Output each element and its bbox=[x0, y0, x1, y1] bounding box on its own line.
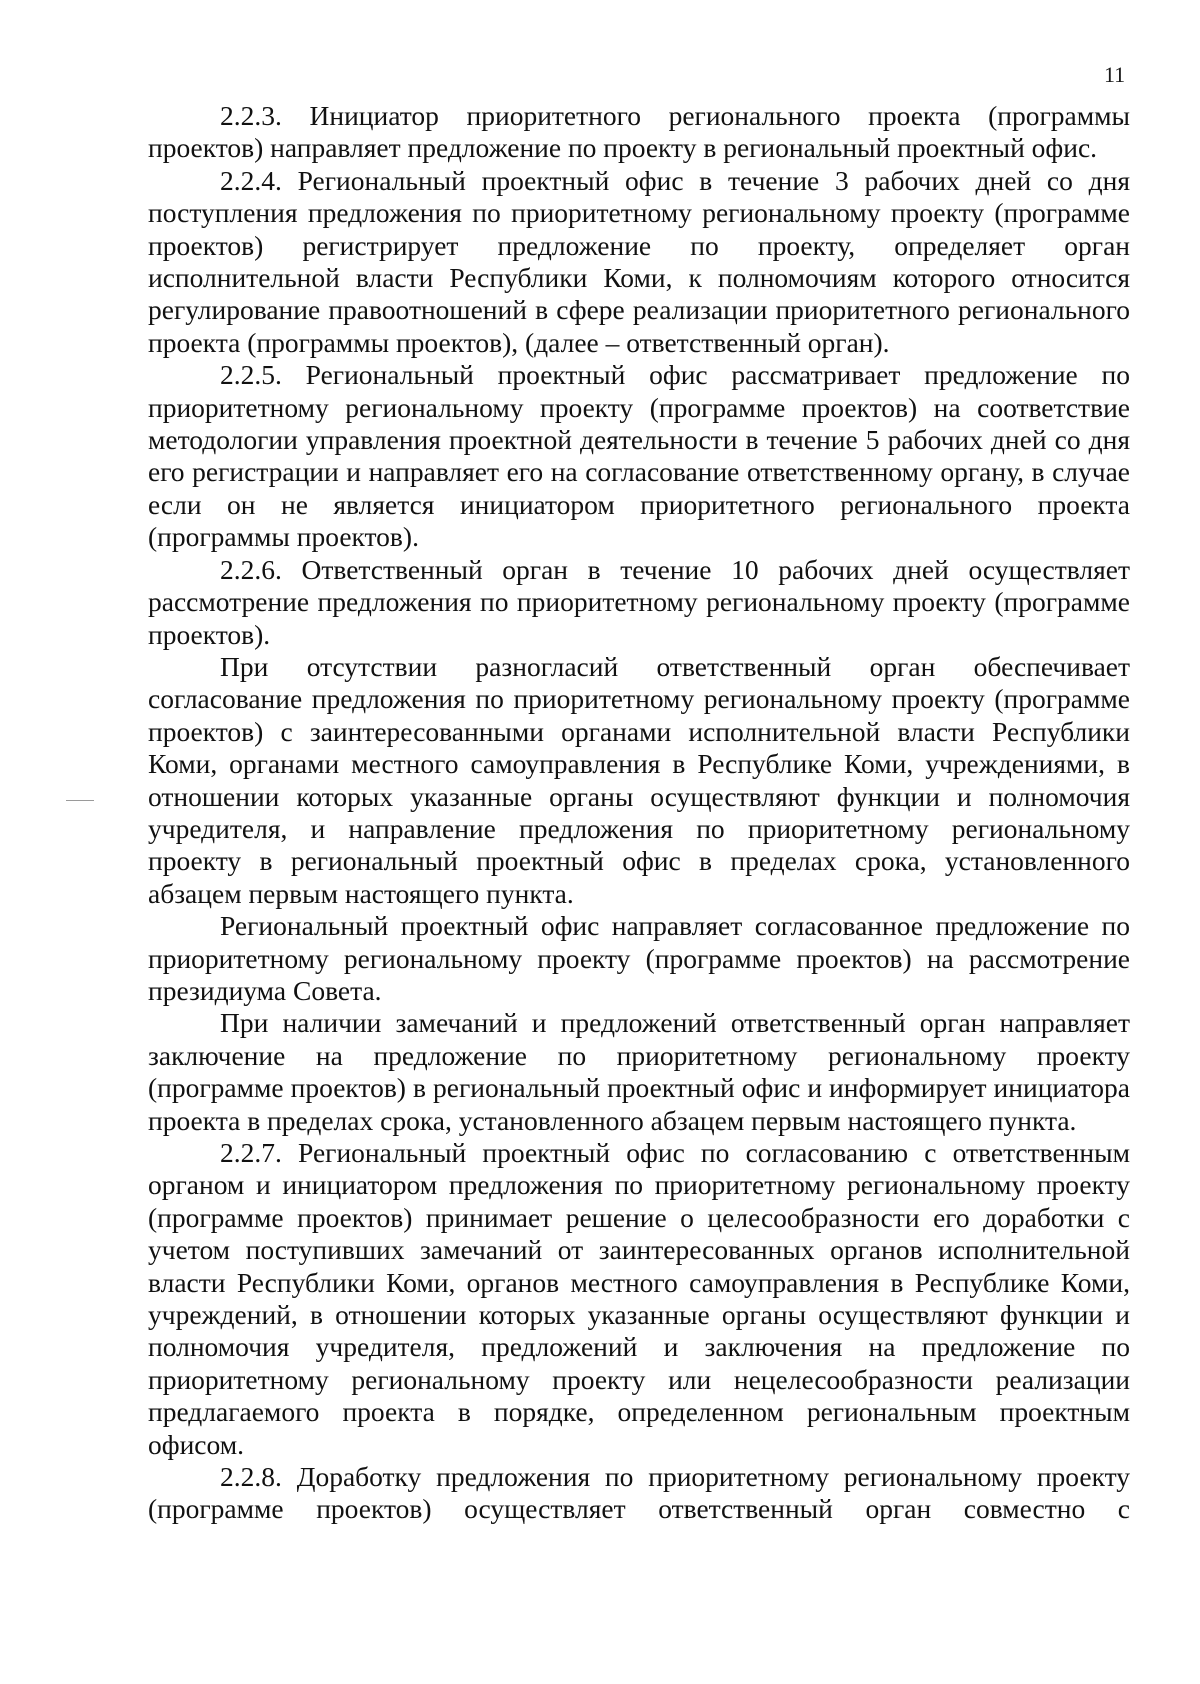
paragraph-2-2-3: 2.2.3. Инициатор приоритетного регионального проекта (программы проектов) направляет предложение по проекту в региональный проектный офис. bbox=[148, 100, 1130, 164]
paragraph-2-2-8: 2.2.8. Доработку предложения по приоритетному региональному проекту (программе проектов) осуществляет ответственный орган совместно с bbox=[148, 1461, 1130, 1525]
paragraph-no-disagreements: При отсутствии разногласий ответственный орган обеспечивает согласование предложения по приоритетному региональному проекту (программе проектов) с заинтересованными органами исполнительной власти Республики Коми, органами местного самоуправления в Республике Коми, учреждениями, в отношении которых указанные органы осуществляют функции и полномочия учредителя, и направление предложения по приоритетному региональному проекту в региональный проектный офис в пределах срока, установленного абзацем первым настоящего пункта. bbox=[148, 650, 1130, 909]
paragraph-2-2-5: 2.2.5. Региональный проектный офис рассматривает предложение по приоритетному региональному проекту (программе проектов) на соответствие методологии управления проектной деятельности в течение 5 рабочих дней со дня его регистрации и направляет его на согласование ответственному органу, в случае если он не является инициатором приоритетного регионального проекта (программы проектов). bbox=[148, 359, 1130, 553]
paragraph-2-2-6: 2.2.6. Ответственный орган в течение 10 рабочих дней осуществляет рассмотрение предложения по приоритетному региональному проекту (программе проектов). bbox=[148, 553, 1130, 650]
page-number: 11 bbox=[1104, 62, 1126, 87]
paragraph-remarks: При наличии замечаний и предложений ответственный орган направляет заключение на предложение по приоритетному региональному проекту (программе проектов) в региональный проектный офис и информирует инициатора проекта в пределах срока, установленного абзацем первым настоящего пункта. bbox=[148, 1007, 1130, 1136]
document-body bbox=[148, 100, 1130, 1526]
paragraph-2-2-7: 2.2.7. Региональный проектный офис по согласованию с ответственным органом и инициатором предложения по приоритетному региональному проекту (программе проектов) принимает решение о целесообразности его доработки с учетом поступивших замечаний от заинтересованных органов исполнительной власти Республики Коми, органов местного самоуправления в Республике Коми, учреждений, в отношении которых указанные органы осуществляют функции и полномочия учредителя, предложений и заключения на предложение по приоритетному региональному проекту или нецелесообразности реализации предлагаемого проекта в порядке, определенном региональным проектным офисом. bbox=[148, 1137, 1130, 1460]
paragraph-office-sends: Региональный проектный офис направляет согласованное предложение по приоритетному региональному проекту (программе проектов) на рассмотрение президиума Совета. bbox=[148, 910, 1130, 1006]
scan-artifact-mark bbox=[66, 800, 94, 801]
paragraph-2-2-4: 2.2.4. Региональный проектный офис в течение 3 рабочих дней со дня поступления предложения по приоритетному региональному проекту (программе проектов) регистрирует предложение по проекту, определяет орган исполнительной власти Республики Коми, к полномочиям которого относится регулирование правоотношений в сфере реализации приоритетного регионального проекта (программы проектов), (далее – ответственный орган). bbox=[148, 164, 1130, 358]
